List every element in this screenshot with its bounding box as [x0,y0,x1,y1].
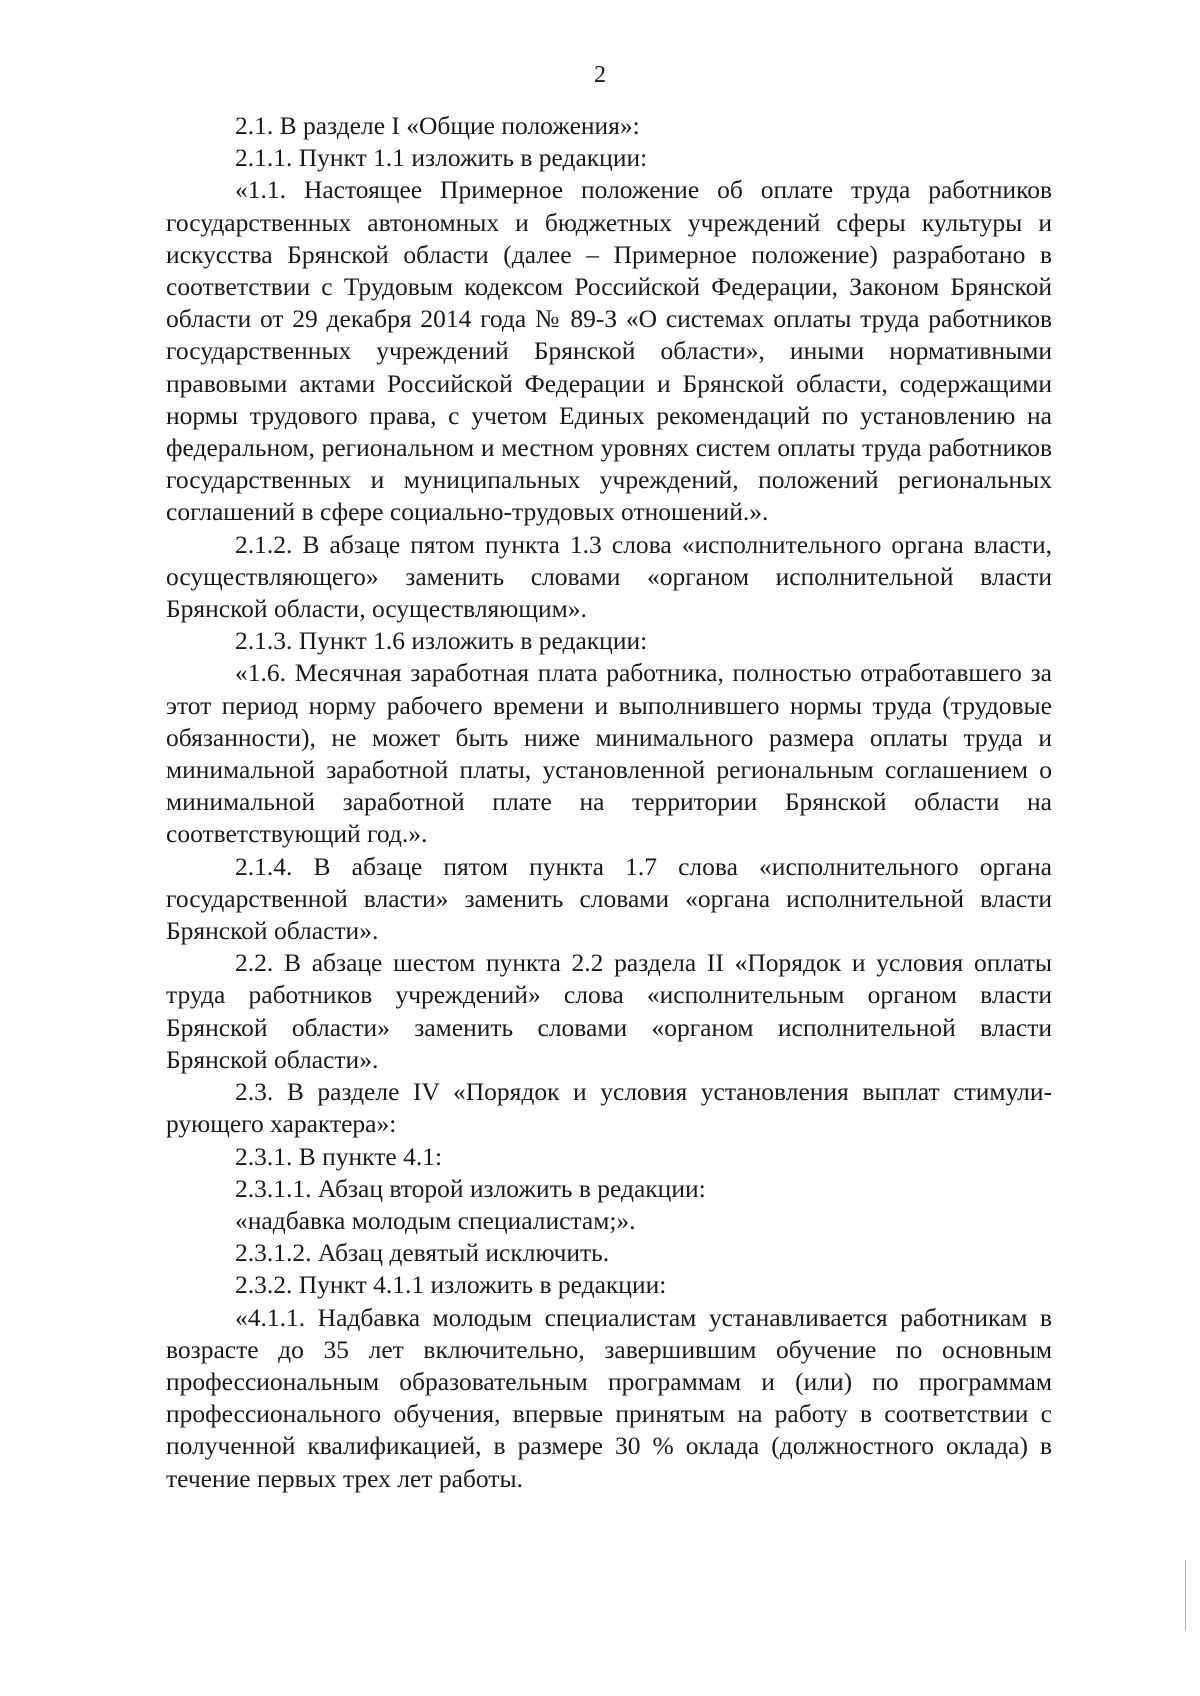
paragraph-2-1: 2.1. В разделе I «Общие положения»: [235,111,640,140]
document-body [166,110,1052,1495]
page-number: 2 [594,62,606,88]
paragraph-quote-4-1-1: «4.1.1. Надбавка молодым специалистам устанавливается работникам в возрасте до 35 лет включительно, завершившим обучение по основным профессиональным образовательным программам и (или) по программам профессионального обучения, впервые принятым на работу в соответствии с полученной квалификацией, в размере 30 % оклада (должностного оклада) в течение первых трех лет работы. [166,1302,1052,1493]
paragraph-2-1-1: 2.1.1. Пункт 1.1 изложить в редакции: [235,143,648,173]
paragraph-quote-1-6: «1.6. Месячная заработная плата работника, полностью отработавшего за этот период норму рабочего времени и выполнившего нормы труда (трудовые обязанности), не может быть ниже минимального размера оплаты труда и минимальной заработной платы, установленной региональным соглашением о минимальной заработной плате на территории Брянской области на соответствующий год.». [166,658,1052,849]
paragraph-2-3-1: 2.3.1. В пункте 4.1: [235,1141,443,1171]
paragraph-2-1-4: 2.1.4. В абзаце пятом пункта 1.7 слова «исполнительного органа государственной власти» заменить словами «органа исполнительной власти Брянской области». [166,851,1052,946]
paragraph-2-3: 2.3. В разделе IV «Порядок и условия установления выплат стимулирующего характера»: [166,1077,1052,1139]
paragraph-2-3-1-1: 2.3.1.1. Абзац второй изложить в редакции: [235,1173,706,1203]
paragraph-2-1-2: 2.1.2. В абзаце пятом пункта 1.3 слова «исполнительного органа власти, осуществляющего» заменить словами «органом исполнительной власти Брянской области, осуществляющим». [166,529,1052,624]
paragraph-2-2: 2.2. В абзаце шестом пункта 2.2 раздела II «Порядок и условия оплаты труда работников учреждений» слова «исполнительным органом власти Брянской области» заменить словами «органом исполнительной власти Брянской области». [166,948,1052,1074]
scan-edge-mark [1185,1560,1186,1630]
paragraph-2-3-1-2: 2.3.1.2. Абзац девятый исключить. [235,1238,610,1268]
paragraph-quote-1-1: «1.1. Настоящее Примерное положение об оплате труда работников государственных автономных и бюджетных учреждений сферы культуры и искусства Брянской области (далее – Примерное положение) разработано в соответствии с Трудовым кодексом Российской Федерации, Законом Брянской области от 29 декабря 2014 года № 89-З «О системах оплаты труда работников государственных учреждений Брянской области», иными нормативными правовыми актами Российской Федерации и Брянской области, содержащими нормы трудового права, с учетом Единых рекомендаций по установлению на федеральном, региональном и местном уровнях систем оплаты труда работников государственных и муниципальных учреждений, положений региональных соглашений в сфере социально-трудовых отношений.». [166,175,1052,527]
paragraph-2-1-3: 2.1.3. Пункт 1.6 изложить в редакции: [235,626,648,656]
paragraph-quote-allowance: «надбавка молодым специалистам;». [235,1205,636,1235]
paragraph-2-3-2: 2.3.2. Пункт 4.1.1 изложить в редакции: [235,1270,667,1300]
